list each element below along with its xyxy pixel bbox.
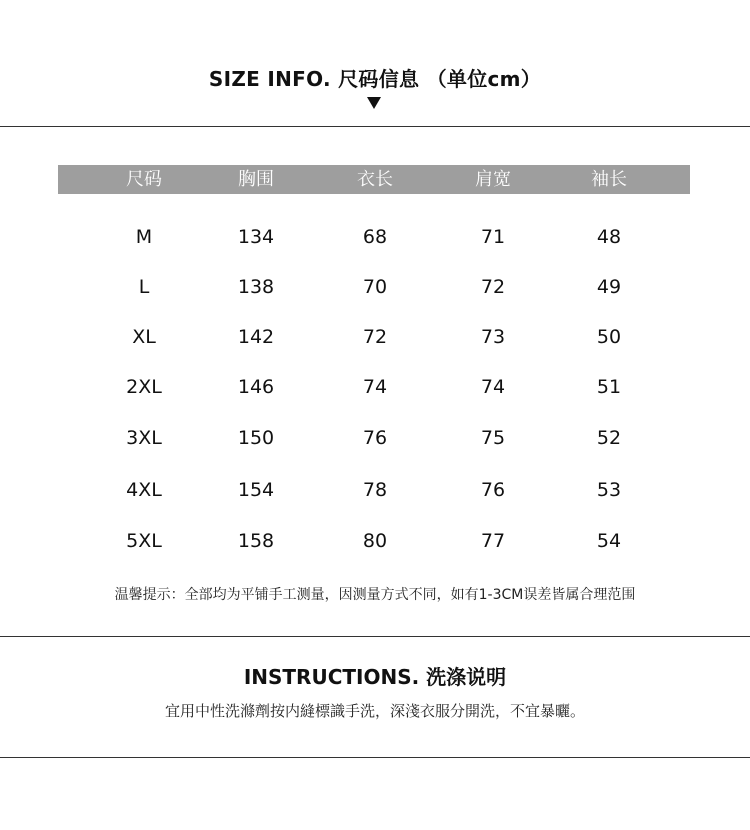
cell-shoulder: 75 bbox=[480, 427, 506, 449]
cell-shoulder: 73 bbox=[480, 326, 506, 348]
cell-length: 76 bbox=[362, 427, 388, 449]
cell-length: 72 bbox=[362, 326, 388, 348]
cell-length: 70 bbox=[362, 276, 388, 298]
cell-sleeve: 51 bbox=[596, 376, 622, 398]
cell-shoulder: 77 bbox=[480, 530, 506, 552]
cell-size: M bbox=[135, 226, 153, 248]
cell-size: 2XL bbox=[126, 376, 162, 398]
measurement-note: 温馨提示：全部均为平铺手工测量，因测量方式不同，如有1-3CM误差皆属合理范围 bbox=[114, 587, 636, 603]
cell-length: 80 bbox=[362, 530, 388, 552]
cell-chest: 138 bbox=[237, 276, 275, 298]
cell-size: 4XL bbox=[126, 479, 162, 501]
cell-sleeve: 49 bbox=[596, 276, 622, 298]
cell-shoulder: 71 bbox=[480, 226, 506, 248]
header-sleeve: 袖长 bbox=[591, 169, 627, 190]
cell-chest: 154 bbox=[237, 479, 275, 501]
cell-length: 74 bbox=[362, 376, 388, 398]
divider-bottom bbox=[0, 757, 750, 758]
cell-size: L bbox=[138, 276, 150, 298]
header-size: 尺码 bbox=[126, 169, 162, 190]
cell-sleeve: 52 bbox=[596, 427, 622, 449]
cell-length: 78 bbox=[362, 479, 388, 501]
cell-length: 68 bbox=[362, 226, 388, 248]
cell-chest: 158 bbox=[237, 530, 275, 552]
cell-sleeve: 54 bbox=[596, 530, 622, 552]
cell-sleeve: 53 bbox=[596, 479, 622, 501]
header-length: 衣长 bbox=[357, 169, 393, 190]
cell-shoulder: 76 bbox=[480, 479, 506, 501]
cell-size: 3XL bbox=[126, 427, 162, 449]
cell-chest: 134 bbox=[237, 226, 275, 248]
cell-chest: 142 bbox=[237, 326, 275, 348]
divider-middle bbox=[0, 636, 750, 637]
size-info-title: SIZE INFO. 尺码信息 （单位cm） bbox=[208, 67, 542, 91]
header-chest: 胸围 bbox=[238, 169, 274, 190]
triangle-down-icon bbox=[367, 97, 381, 109]
header-shoulder: 肩宽 bbox=[475, 169, 511, 190]
cell-chest: 146 bbox=[237, 376, 275, 398]
cell-sleeve: 50 bbox=[596, 326, 622, 348]
cell-size: XL bbox=[132, 326, 156, 348]
cell-size: 5XL bbox=[126, 530, 162, 552]
instructions-text: 宜用中性洗滌劑按内縫標識手洗，深淺衣服分開洗，不宜暴曬。 bbox=[164, 702, 585, 720]
cell-chest: 150 bbox=[237, 427, 275, 449]
cell-shoulder: 72 bbox=[480, 276, 506, 298]
cell-sleeve: 48 bbox=[596, 226, 622, 248]
table-header bbox=[58, 165, 690, 194]
cell-shoulder: 74 bbox=[480, 376, 506, 398]
instructions-title: INSTRUCTIONS. 洗涤说明 bbox=[243, 665, 507, 689]
divider-top bbox=[0, 126, 750, 127]
